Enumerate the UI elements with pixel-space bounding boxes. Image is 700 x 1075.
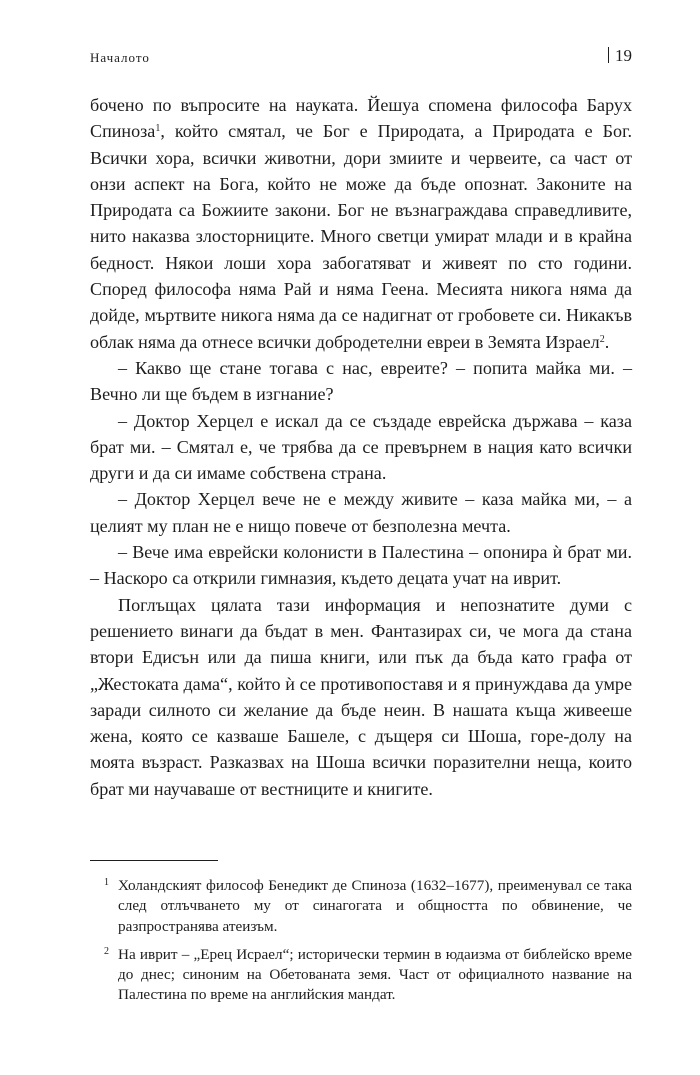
paragraph-6: Поглъщах цялата тази информация и непознатите думи с решението винаги да бъдат в мен. Фантазирах си, че мога да стана втори Едисън или да пиша книги, или пък да бъда като графа от „Жестоката дама“, който ѝ се противопоставя и я принуждава да умре заради силното си желание да бъде неин. В нашата къща живееше жена, която се казваше Башеле, с дъщеря си Шоша, горе-долу на моята възраст. Разказвах на Шоша всички поразителни неща, които брат ми научаваше от вестниците и книгите.: [90, 594, 632, 799]
paragraph-1-part-b: , който смятал, че Бог е Природата, а Природата е Бог. Всички хора, всички животни, дори змиите и червеите, са част от онзи аспект на Бога, който не може да бъде опознат. Законите на Природата са Божиите закони. Бог не възнаграждава справедливите, нито наказва злосторниците. Много светци умират млади и в крайна бедност. Някои лоши хора забогатяват и живеят по сто години. Според философа няма Рай и няма Геена. Месията никога няма да дойде, мъртвите никога няма да се надигнат от гробовете си. Никакъв облак няма да отнесе всички добродетелни евреи в Земята Израел: [90, 121, 632, 352]
footnote-1: [90, 876, 632, 937]
paragraph-1-part-a: бочено по въпросите на науката. Йешуа спомена философа Барух Спиноза: [90, 95, 632, 142]
page-header: [90, 46, 632, 70]
footnote-2: [90, 945, 632, 1006]
footnotes: [90, 876, 632, 1014]
footnote-text: На иврит – „Ерец Исраел“; исторически термин в юдаизма от библейско време до днес; синоним на Обетованата земя. Част от официалното название на Палестина по време на английския мандат.: [118, 945, 632, 1004]
paragraph-3: – Доктор Херцел е искал да се създаде еврейска държава – каза брат ми. – Смятал е, че трябва да се превърнем в нация като всички други и да си имаме собствена страна.: [90, 410, 632, 484]
footnote-ref-2: 2: [599, 333, 605, 345]
footnote-divider: [90, 860, 218, 861]
paragraph-4: – Доктор Херцел вече не е между живите – каза майка ми, – а целият му план не е нищо повече от безполезна мечта.: [90, 489, 632, 536]
body-text: [90, 92, 632, 802]
paragraph-1-part-c: .: [604, 331, 610, 352]
footnote-ref-1: 1: [155, 123, 161, 135]
paragraph-1: [90, 92, 632, 355]
running-head: Началото: [90, 50, 150, 65]
page-number-divider: [608, 47, 609, 63]
footnote-number: 1: [104, 877, 109, 888]
footnote-number: 2: [104, 945, 109, 957]
paragraph-2: – Какво ще стане тогава с нас, евреите? – попита майка ми. – Вечно ли ще бъдем в изгнание?: [90, 357, 632, 405]
footnote-text: Холандският философ Бенедикт де Спиноза (1632–1677), преименувал се така след отлъчването му от синагогата и общността по обвинение, че разпространява атеизъм.: [118, 877, 632, 935]
page-number: 19: [615, 46, 632, 65]
paragraph-5: – Вече има еврейски колонисти в Палестина – опонира ѝ брат ми. – Наскоро са открили гимназия, където децата учат на иврит.: [90, 542, 632, 589]
page-number-wrap: [608, 46, 632, 66]
